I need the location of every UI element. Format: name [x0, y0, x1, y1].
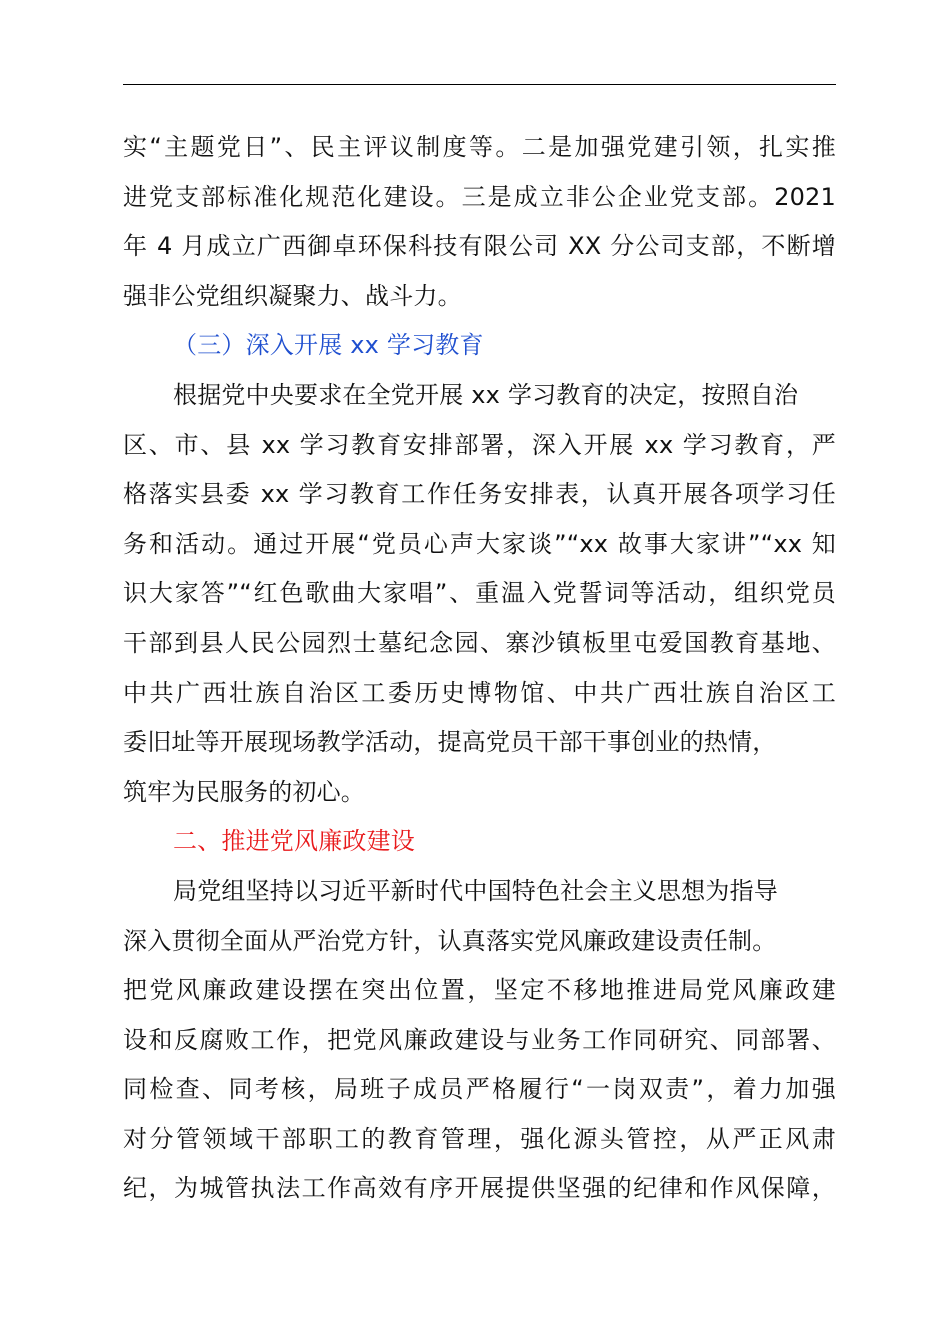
- paragraph-line: 年 4 月成立广西御卓环保科技有限公司 XX 分公司支部，不断增: [123, 232, 836, 261]
- paragraph-line: 务和活动。通过开展“党员心声大家谈”“xx 故事大家讲”“xx 知: [123, 529, 836, 558]
- paragraph-line: 根据党中央要求在全党开展 xx 学习教育的决定，按照自治: [173, 380, 799, 409]
- paragraph-line: 局党组坚持以习近平新时代中国特色社会主义思想为指导: [173, 876, 778, 905]
- paragraph-line: 强非公党组织凝聚力、战斗力。: [123, 281, 462, 310]
- paragraph-line: 纪，为城管执法工作高效有序开展提供坚强的纪律和作风保障，: [123, 1174, 836, 1203]
- paragraph-line: 实“主题党日”、民主评议制度等。二是加强党建引领，扎实推: [123, 133, 836, 161]
- section-heading-2: 二、推进党风廉政建设: [173, 827, 415, 856]
- paragraph-line: 把党风廉政建设摆在突出位置，坚定不移地推进局党风廉政建: [123, 976, 836, 1005]
- paragraph-line: 干部到县人民公园烈士墓纪念园、寨沙镇板里屯爱国教育基地、: [123, 628, 836, 657]
- paragraph-line: 格落实县委 xx 学习教育工作任务安排表，认真开展各项学习任: [123, 480, 836, 509]
- paragraph-line: 同检查、同考核，局班子成员严格履行“一岗双责”，着力加强: [123, 1075, 836, 1104]
- document-body: [123, 123, 841, 1214]
- paragraph-line: 委旧址等开展现场教学活动，提高党员干部干事创业的热情，: [123, 728, 777, 757]
- paragraph-line: 识大家答”“红色歌曲大家唱”、重温入党誓词等活动，组织党员: [123, 579, 836, 608]
- paragraph-line: 进党支部标准化规范化建设。三是成立非公企业党支部。2021: [123, 182, 836, 211]
- paragraph-line: 对分管领域干部职工的教育管理，强化源头管控，从严正风肃: [123, 1124, 836, 1153]
- header-rule: [123, 84, 836, 85]
- paragraph-line: 设和反腐败工作，把党风廉政建设与业务工作同研究、同部署、: [123, 1025, 836, 1054]
- section-heading-3: （三）深入开展 xx 学习教育: [173, 331, 484, 360]
- paragraph-line: 区、市、县 xx 学习教育安排部署，深入开展 xx 学习教育，严: [123, 430, 836, 459]
- paragraph-line: 筑牢为民服务的初心。: [123, 777, 365, 806]
- paragraph-line: 中共广西壮族自治区工委历史博物馆、中共广西壮族自治区工: [123, 678, 836, 707]
- paragraph-line: 深入贯彻全面从严治党方针，认真落实党风廉政建设责任制。: [123, 926, 777, 955]
